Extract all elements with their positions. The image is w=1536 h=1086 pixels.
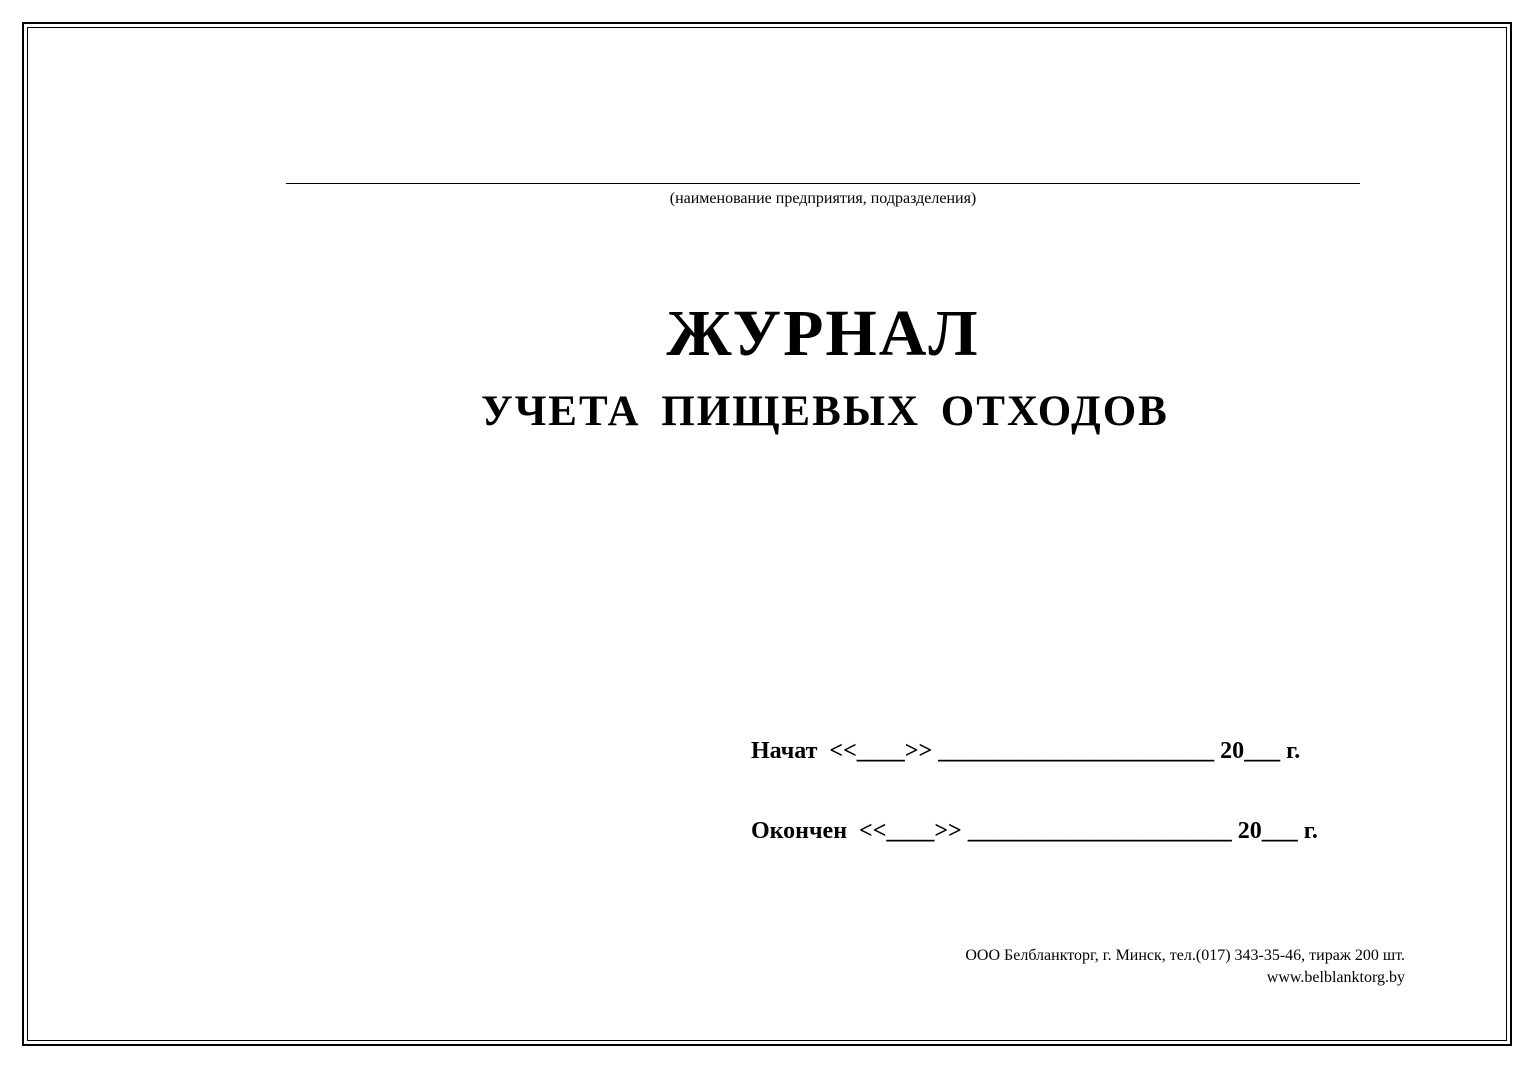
start-date-row: Начат <<____>> _______________________ 20___ г. (751, 738, 1301, 764)
organization-name-caption: (наименование предприятия, подразделения) (669, 190, 977, 207)
journal-subtitle: УЧЕТА ПИЩЕВЫХ ОТХОДОВ (481, 388, 1169, 435)
organization-name-line (286, 183, 1360, 184)
inner-border (27, 27, 1507, 1041)
publisher-website: www.belblanktorg.by (1266, 969, 1405, 986)
publisher-details: ООО Белбланкторг, г. Минск, тел.(017) 343-35-46, тираж 200 шт. (965, 947, 1405, 964)
end-date-row: Окончен <<____>> ______________________ 20___ г. (751, 818, 1318, 844)
journal-title: ЖУРНАЛ (666, 297, 980, 370)
publisher-info (800, 945, 1405, 989)
